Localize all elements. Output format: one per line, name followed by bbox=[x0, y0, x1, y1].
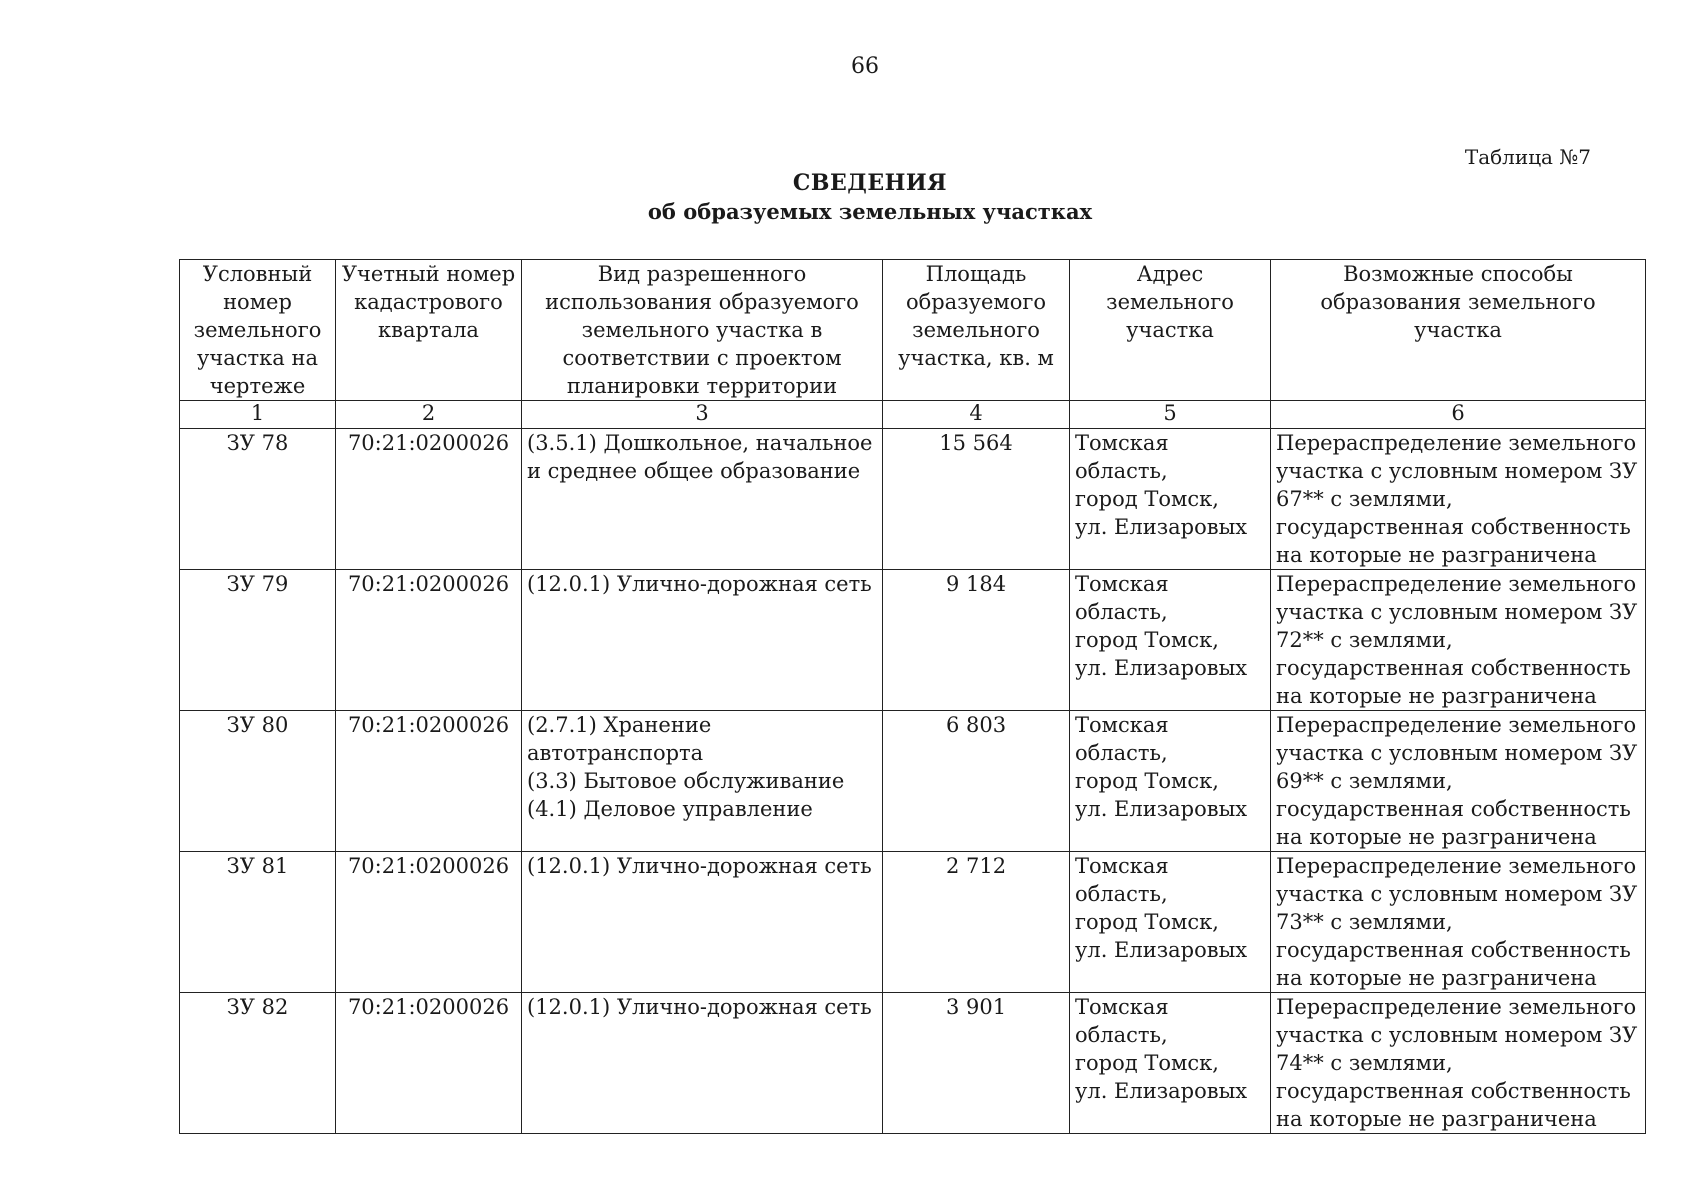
table-row bbox=[180, 993, 1646, 1134]
formation-method-cell: Перераспределение земельного участка с условным номером ЗУ 69** с землями, государственная собственность на которые не разграничена bbox=[1271, 711, 1646, 852]
column-header-area: Площадь образуемого земельного участка, кв. м bbox=[883, 260, 1070, 401]
table-row bbox=[180, 570, 1646, 711]
column-number: 5 bbox=[1070, 401, 1271, 429]
permitted-use-cell: (12.0.1) Улично-дорожная сеть bbox=[522, 852, 883, 993]
area-cell: 3 901 bbox=[883, 993, 1070, 1134]
column-header-formation-method: Возможные способы образования земельного участка bbox=[1271, 260, 1646, 401]
document-subtitle: об образуемых земельных участках bbox=[647, 199, 1093, 224]
permitted-use-cell: (3.5.1) Дошкольное, начальное и среднее общее образование bbox=[522, 429, 883, 570]
column-header-cadastral-quarter: Учетный номер кадастрового квартала bbox=[336, 260, 522, 401]
document-title: СВЕДЕНИЯ bbox=[792, 170, 948, 196]
area-cell: 15 564 bbox=[883, 429, 1070, 570]
area-cell: 9 184 bbox=[883, 570, 1070, 711]
address-cell: Томская область, город Томск, ул. Елизаровых bbox=[1070, 852, 1271, 993]
column-number: 2 bbox=[336, 401, 522, 429]
table-row bbox=[180, 852, 1646, 993]
cadastral-number-cell: 70:21:0200026 bbox=[336, 570, 522, 711]
formation-method-cell: Перераспределение земельного участка с условным номером ЗУ 74** с землями, государственная собственность на которые не разграничена bbox=[1271, 993, 1646, 1134]
area-cell: 6 803 bbox=[883, 711, 1070, 852]
cadastral-number-cell: 70:21:0200026 bbox=[336, 852, 522, 993]
permitted-use-cell: (12.0.1) Улично-дорожная сеть bbox=[522, 993, 883, 1134]
column-number: 4 bbox=[883, 401, 1070, 429]
formation-method-cell: Перераспределение земельного участка с условным номером ЗУ 67** с землями, государственная собственность на которые не разграничена bbox=[1271, 429, 1646, 570]
table-header-row bbox=[180, 260, 1646, 401]
plot-number-cell: ЗУ 78 bbox=[180, 429, 336, 570]
formation-method-cell: Перераспределение земельного участка с условным номером ЗУ 73** с землями, государственная собственность на которые не разграничена bbox=[1271, 852, 1646, 993]
column-number-row bbox=[180, 401, 1646, 429]
column-number: 6 bbox=[1271, 401, 1646, 429]
plot-number-cell: ЗУ 82 bbox=[180, 993, 336, 1134]
address-cell: Томская область, город Томск, ул. Елизаровых bbox=[1070, 993, 1271, 1134]
column-header-plot-number: Условный номер земельного участка на чертеже bbox=[180, 260, 336, 401]
cadastral-number-cell: 70:21:0200026 bbox=[336, 993, 522, 1134]
table-row bbox=[180, 429, 1646, 570]
plot-number-cell: ЗУ 79 bbox=[180, 570, 336, 711]
address-cell: Томская область, город Томск, ул. Елизаровых bbox=[1070, 711, 1271, 852]
permitted-use-cell: (2.7.1) Хранение автотранспорта (3.3) Бытовое обслуживание (4.1) Деловое управление bbox=[522, 711, 883, 852]
plot-number-cell: ЗУ 80 bbox=[180, 711, 336, 852]
area-cell: 2 712 bbox=[883, 852, 1070, 993]
column-header-address: Адрес земельного участка bbox=[1070, 260, 1271, 401]
plot-number-cell: ЗУ 81 bbox=[180, 852, 336, 993]
cadastral-number-cell: 70:21:0200026 bbox=[336, 711, 522, 852]
land-plots-table bbox=[179, 259, 1646, 1134]
table-caption: Таблица №7 bbox=[1464, 145, 1591, 169]
column-header-permitted-use: Вид разрешенного использования образуемого земельного участка в соответствии с проектом планировки территории bbox=[522, 260, 883, 401]
permitted-use-cell: (12.0.1) Улично-дорожная сеть bbox=[522, 570, 883, 711]
address-cell: Томская область, город Томск, ул. Елизаровых bbox=[1070, 429, 1271, 570]
address-cell: Томская область, город Томск, ул. Елизаровых bbox=[1070, 570, 1271, 711]
table-row bbox=[180, 711, 1646, 852]
formation-method-cell: Перераспределение земельного участка с условным номером ЗУ 72** с землями, государственная собственность на которые не разграничена bbox=[1271, 570, 1646, 711]
column-number: 1 bbox=[180, 401, 336, 429]
page-number: 66 bbox=[851, 54, 879, 79]
cadastral-number-cell: 70:21:0200026 bbox=[336, 429, 522, 570]
column-number: 3 bbox=[522, 401, 883, 429]
